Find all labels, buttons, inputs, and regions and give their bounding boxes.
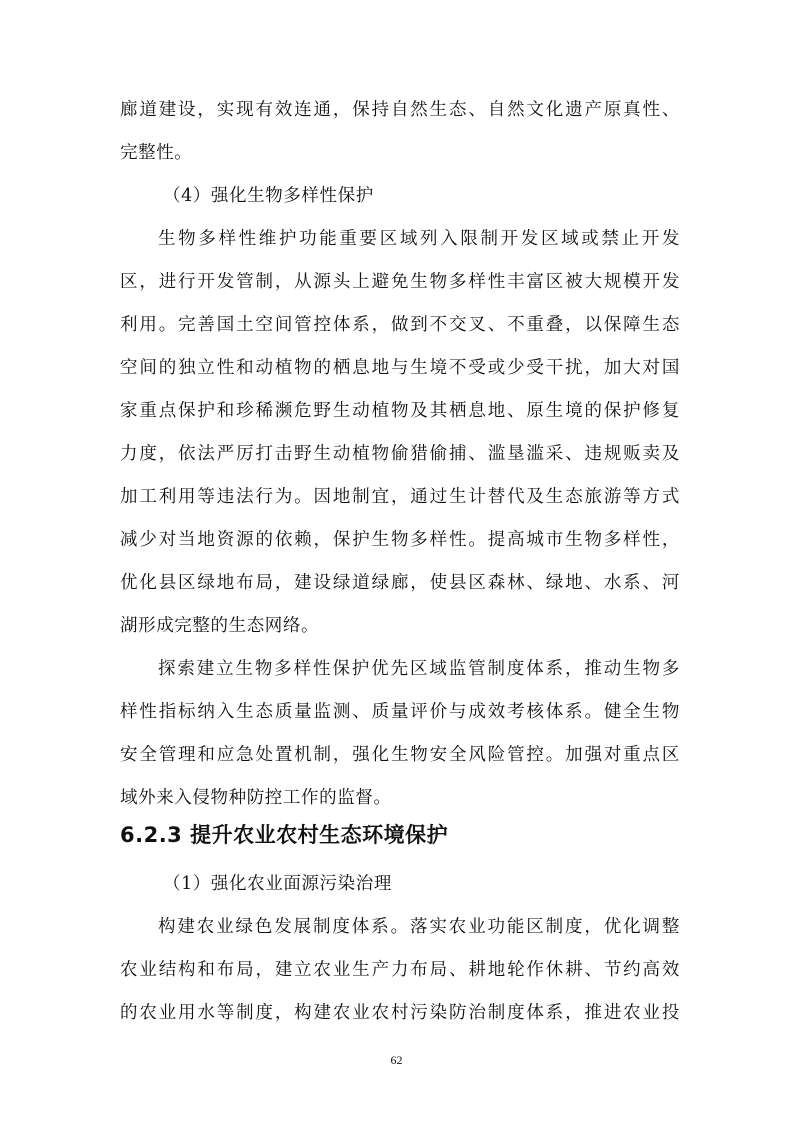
paragraph-line: 加工利用等违法行为。因地制宜，通过生计替代及生态旅游等方式: [120, 487, 680, 507]
paragraph-line: 空间的独立性和动植物的栖息地与生境不受或少受干扰，加大对国: [120, 358, 680, 378]
paragraph-line: 域外来入侵物种防控工作的监督。: [120, 788, 392, 808]
section-heading: 6.2.3 提升农业农村生态环境保护: [120, 823, 449, 847]
paragraph-line: 的农业用水等制度，构建农业农村污染防治制度体系，推进农业投: [120, 1003, 680, 1023]
paragraph-line: 力度，依法严厉打击野生动植物偷猎偷捕、滥垦滥采、违规贩卖及: [120, 444, 680, 464]
page-number: 62: [390, 1053, 403, 1067]
subheading-biodiversity: （4）强化生物多样性保护: [163, 186, 374, 206]
paragraph-line: 廊道建设，实现有效连通，保持自然生态、自然文化遗产原真性、: [120, 100, 680, 120]
paragraph-line: 优化县区绿地布局，建设绿道绿廊，使县区森林、绿地、水系、河: [120, 573, 680, 593]
subheading-agriculture: （1）强化农业面源污染治理: [163, 874, 392, 894]
paragraph-line: 探索建立生物多样性保护优先区域监管制度体系，推动生物多: [158, 659, 680, 679]
paragraph-line: 样性指标纳入生态质量监测、质量评价与成效考核体系。健全生物: [120, 702, 680, 722]
paragraph-line: 构建农业绿色发展制度体系。落实农业功能区制度，优化调整: [158, 917, 680, 937]
paragraph-line: 利用。完善国土空间管控体系，做到不交叉、不重叠，以保障生态: [120, 315, 680, 335]
paragraph-line: 农业结构和布局，建立农业生产力布局、耕地轮作休耕、节约高效: [120, 960, 680, 980]
paragraph-line: 安全管理和应急处置机制，强化生物安全风险管控。加强对重点区: [120, 745, 680, 765]
paragraph-line: 减少对当地资源的依赖，保护生物多样性。提高城市生物多样性，: [120, 530, 680, 550]
paragraph-line: 区，进行开发管制，从源头上避免生物多样性丰富区被大规模开发: [120, 272, 680, 292]
paragraph-line: 家重点保护和珍稀濒危野生动植物及其栖息地、原生境的保护修复: [120, 401, 680, 421]
paragraph-line: 湖形成完整的生态网络。: [120, 616, 320, 636]
paragraph-line: 生物多样性维护功能重要区域列入限制开发区域或禁止开发: [158, 229, 680, 249]
paragraph-line: 完整性。: [120, 143, 193, 163]
